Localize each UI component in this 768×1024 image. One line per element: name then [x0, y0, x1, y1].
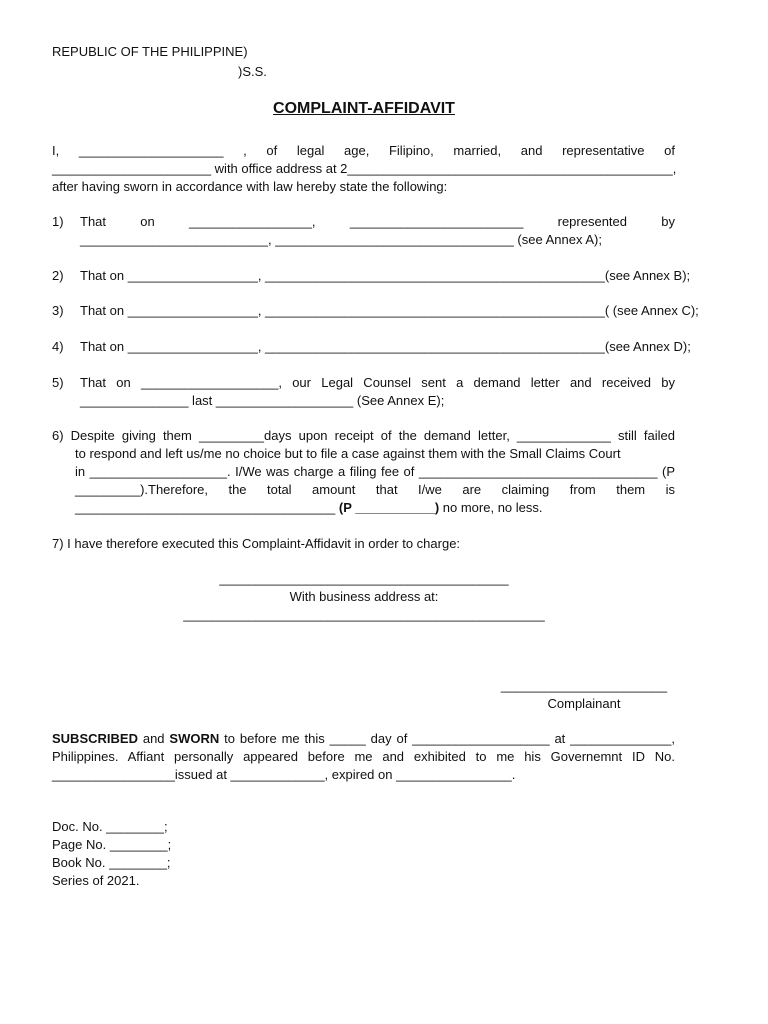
item-6-line-3: in ___________________. I/We was charge a filing fee of _________________________________ (P — [75, 464, 675, 479]
item-2-line-1: That on __________________, _______________________________________________(see Annex B); — [80, 268, 691, 283]
sworn-word: SWORN — [169, 731, 220, 746]
jurat-line-2: Philippines. Affiant personally appeared before me and exhibited to me his Governemnt ID No. — [52, 749, 675, 764]
item-4-line-1: That on __________________, _______________________________________________(see Annex D); — [80, 339, 691, 354]
item-4-number: 4) — [52, 339, 64, 354]
business-address-line: __________________________________________________ — [183, 607, 545, 622]
item-6-line-2: to respond and left us/me no choice but to file a case against them with the Small Claims Court — [75, 446, 621, 461]
item-7: 7) I have therefore executed this Complaint-Affidavit in order to charge: — [52, 536, 461, 551]
intro-line-2: ______________________ with office address at 2_____________________________________________, — [52, 161, 677, 176]
item-6-line-5 — [75, 499, 675, 517]
jurat-line-1 — [52, 730, 675, 748]
doc-number: Doc. No. ________; — [52, 819, 168, 834]
item-5-number: 5) — [52, 375, 64, 390]
intro-line-1: I, ____________________ , of legal age, Filipino, married, and representative of — [52, 143, 675, 158]
item-1-line-2: __________________________, _________________________________ (see Annex A); — [80, 232, 602, 247]
book-number: Book No. ________; — [52, 855, 171, 870]
jurat-line-1-rest: to before me this _____ day of ___________________ at ______________, — [219, 731, 676, 746]
item-3-line-1: That on __________________, _______________________________________________( (see Annex C); — [80, 303, 699, 318]
item-5-line-1: That on ___________________, our Legal Counsel sent a demand letter and received by — [80, 375, 675, 390]
item-3-number: 3) — [52, 303, 64, 318]
complainant-label: Complainant — [547, 696, 621, 711]
item-1-number: 1) — [52, 214, 64, 229]
item-6-line-4: _________).Therefore, the total amount that I/we are claiming from them is — [75, 482, 675, 497]
complainant-signature-line: _______________________ — [500, 678, 668, 693]
business-address-label: With business address at: — [289, 589, 439, 604]
item-1-line-1: That on _________________, ________________________ represented by — [80, 214, 675, 229]
republic-header: REPUBLIC OF THE PHILIPPINE) — [52, 44, 248, 59]
total-amount-end: no more, no less. — [442, 500, 543, 515]
item-5-line-2: _______________ last ___________________ (See Annex E); — [80, 393, 445, 408]
subscribed-word: SUBSCRIBED — [52, 731, 138, 746]
jurat-line-3: _________________issued at _____________, expired on ________________. — [52, 767, 516, 782]
item-2-number: 2) — [52, 268, 64, 283]
ss-header: )S.S. — [238, 64, 267, 79]
and-word: and — [137, 731, 170, 746]
document-title: COMPLAINT-AFFIDAVIT — [273, 100, 455, 117]
total-amount-blank: ____________________________________ — [75, 500, 336, 515]
series-year: Series of 2021. — [52, 873, 140, 888]
respondent-name-line: ________________________________________ — [219, 571, 509, 586]
intro-line-3: after having sworn in accordance with law hereby state the following: — [52, 179, 448, 194]
page-number: Page No. ________; — [52, 837, 172, 852]
item-6-line-1: 6) Despite giving them _________days upon receipt of the demand letter, _____________ still failed — [52, 428, 675, 443]
total-amount-peso: (P ___________) — [338, 500, 440, 515]
